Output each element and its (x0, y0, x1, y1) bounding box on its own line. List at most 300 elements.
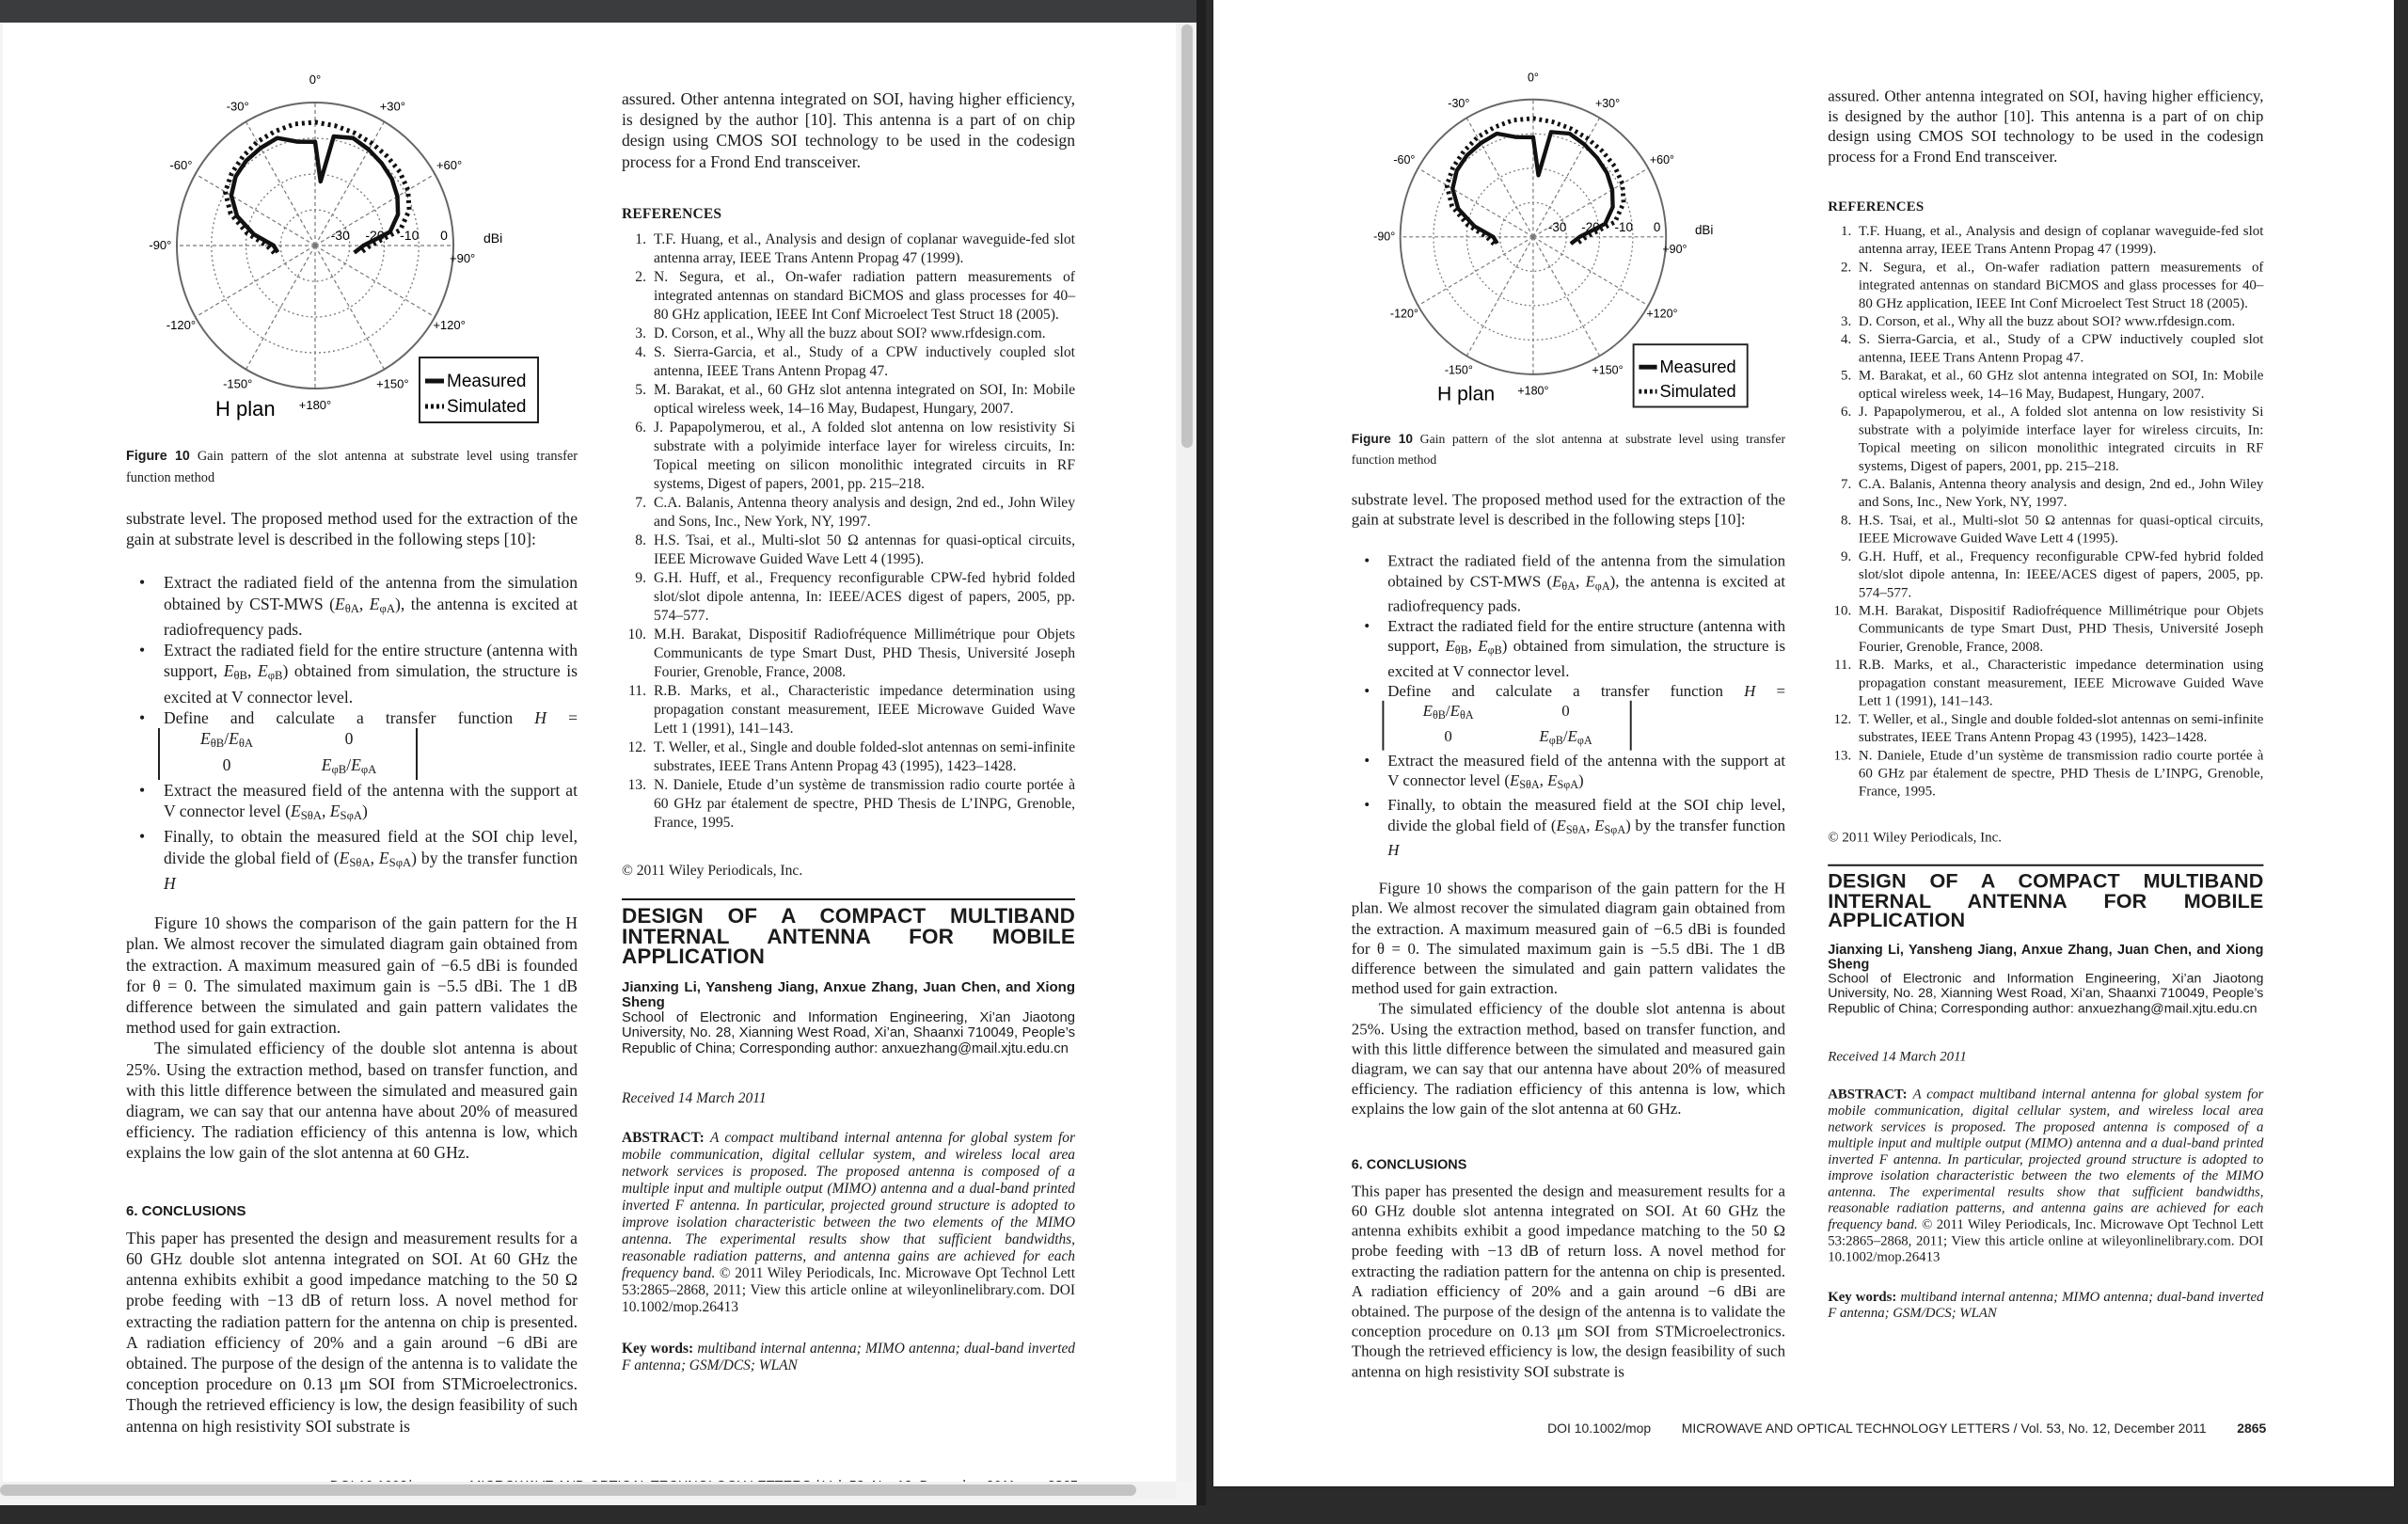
reference-item (622, 325, 1075, 343)
math-symbol (1744, 682, 1755, 700)
matrix-cell (1507, 701, 1624, 725)
text-segment: 0 (344, 729, 354, 749)
reference-item (622, 494, 1075, 532)
math-variable: E (1556, 816, 1566, 834)
text-segment: 0 (1444, 726, 1452, 745)
math-variable: H (534, 707, 547, 727)
math-symbol (370, 595, 395, 613)
vertical-scrollbar[interactable] (1179, 23, 1196, 1482)
article-divider (622, 898, 1075, 900)
math-variable: E (334, 594, 345, 613)
reference-item (1828, 331, 2263, 367)
reference-number: 9. (1840, 548, 1852, 564)
text-segment: Extract the radiated field for the entire structure (antenna with support, (1387, 616, 1786, 656)
reference-item (1828, 476, 2263, 512)
angle-label: -60° (1393, 152, 1416, 167)
grid-spoke (1533, 237, 1648, 306)
reference-number: 3. (1840, 313, 1852, 329)
reference-number: 12. (1833, 711, 1852, 727)
angle-label: -120° (1389, 307, 1418, 321)
abstract-text: A compact multiband internal antenna for global system for mobile communication, digital cellular system, and wireless local area network services is proposed. The proposed antenna is composed of a multiple input and multiple output (MIMO) antenna and a dual-band printed inverted F antenna. In particular, projected ground structure is adopted to improve isolation characteristic between the two elements of the MIMO antenna. The experimental results show that sufficient bandwidths, reasonable radiation patterns, and antenna gains are achieved for each frequency band. (622, 1130, 1075, 1282)
reference-number: 10. (627, 627, 646, 643)
grid-spoke (1418, 237, 1533, 306)
math-symbol (223, 661, 248, 683)
reference-item (1828, 367, 2263, 403)
angle-label: -60° (169, 157, 193, 172)
reference-item (622, 682, 1075, 738)
math-subscript: SθA (1519, 778, 1540, 792)
reference-text: J. Papapolymerou, et al., A folded slot antenna on low resistivity Si substrate with a polyimide interface layer for wireless circuits, In: Topical meeting on silicon monolithic integrated circuits in RF systems, Digest of papers, 2001, pp. 215–218. (654, 420, 1075, 493)
matrix-cell (166, 754, 288, 780)
text-segment: ) obtained from simulation, the structure is excited at V connector level. (1387, 636, 1786, 680)
math-symbol (335, 595, 359, 613)
text-segment: Define and calculate a transfer function (1387, 681, 1745, 700)
abstract (622, 1130, 1075, 1316)
text-segment: ), the antenna is excited at radiofrequency pads. (164, 594, 578, 639)
unit-label: dBi (1694, 222, 1714, 237)
math-symbol (164, 874, 176, 893)
math-subscript: φB (267, 669, 283, 683)
math-symbol (229, 729, 254, 751)
ring-label: 0 (1653, 220, 1661, 235)
math-symbol (1594, 816, 1626, 836)
text-segment: ) obtained from simulation, the structure is excited at V connector level. (164, 661, 578, 706)
reference-number: 5. (1840, 368, 1852, 384)
reference-item (1828, 602, 2263, 657)
reference-text: H.S. Tsai, et al., Multi-slot 50 Ω antennas for quasi-optical circuits, IEEE Microwave Guided Wave Lett 4 (1995). (1858, 512, 2264, 547)
reference-number: 11. (1834, 657, 1852, 674)
math-variable: E (1509, 770, 1520, 790)
math-variable: H (1744, 681, 1756, 700)
math-variable: E (229, 729, 239, 749)
angle-label: +30° (1594, 96, 1621, 110)
reference-text: N. Segura, et al., On-wafer radiation pattern measurements of integrated antennas on standard BiCMOS and glass processes for 40–80 GHz application, IEEE Int Conf Microelect Test Struct 18 (2005). (654, 269, 1075, 324)
text-segment: 0 (222, 754, 231, 774)
math-subscript: φA (379, 601, 395, 615)
text-segment: ) (1578, 770, 1584, 790)
math-variable: E (339, 848, 350, 867)
text-segment: , (322, 802, 330, 821)
angle-label: -120° (166, 318, 197, 333)
angle-label: 0° (309, 71, 322, 87)
figure-discussion-paragraph: Figure 10 shows the comparison of the gain pattern for the H plan. We almost recover the simulated diagram gain obtained from the extraction. A maximum measured gain of −6.5 dBi is founded for θ = 0. The simulated maximum gain is −5.5 dBi. The 1 dB difference between the simulated and gain pattern validates the method used for gain extraction. (1351, 879, 1786, 998)
math-symbol (291, 802, 322, 823)
method-step (126, 640, 578, 707)
conclusions-heading: 6. CONCLUSIONS (1351, 1156, 1467, 1173)
page-content-right (1230, 1, 2360, 1466)
reference-text: S. Sierra-Garcia, et al., Study of a CPW inductively coupled slot antenna, IEEE Trans Antenn Propag 47. (654, 344, 1075, 380)
transfer-function-matrix (1382, 701, 1631, 751)
transfer-function-matrix (158, 728, 418, 780)
method-step (1352, 681, 1785, 751)
right-text-column (1828, 86, 2263, 1322)
text-segment: / (346, 754, 352, 774)
math-subscript: φB (1548, 734, 1563, 747)
method-step (126, 707, 578, 780)
footer-doi: DOI 10.1002/mop (1547, 1421, 1652, 1437)
math-variable: E (291, 802, 301, 821)
reference-number: 8. (1840, 512, 1852, 529)
text-segment: ) by the transfer function (1625, 816, 1786, 834)
grid-spoke (1533, 237, 1600, 357)
math-symbol (1567, 726, 1592, 747)
math-subscript: SθA (349, 855, 371, 869)
reference-text: J. Papapolymerou, et al., A folded slot antenna on low resistivity Si substrate with a polyimide interface layer for wireless circuits, In: Topical meeting on silicon monolithic integrated circuits in RF systems, Digest of papers, 2001, pp. 215–218. (1858, 404, 2264, 474)
math-variable: E (1450, 701, 1460, 721)
copyright-notice: © 2011 Wiley Periodicals, Inc. (622, 863, 803, 880)
article-authors: Jianxing Li, Yansheng Jiang, Anxue Zhang, Juan Chen, and Xiong Sheng (622, 978, 1075, 1010)
math-subscript: SθA (1565, 823, 1587, 836)
reference-number: 7. (635, 495, 646, 512)
ring-label: -10 (400, 228, 420, 243)
math-symbol (199, 729, 225, 751)
text-segment: ) (362, 802, 368, 821)
angle-label: +60° (436, 157, 463, 172)
abstract-text: A compact multiband internal antenna for global system for mobile communication, digital cellular system, and wireless local area network services is proposed. The proposed antenna is composed of a multiple input and multiple output (MIMO) antenna and a dual-band printed inverted F antenna. In particular, projected ground structure is adopted to improve isolation characteristic between the two elements of the MIMO antenna. The experimental results show that sufficient bandwidths, reasonable radiation patterns, and antenna gains are achieved for each frequency band. (1828, 1087, 2264, 1233)
keywords-label: Key words: (622, 1341, 694, 1357)
legend-measured-label: Measured (447, 372, 527, 391)
math-symbol (1547, 770, 1579, 792)
reference-item (622, 626, 1075, 682)
reference-number: 12. (627, 739, 646, 756)
text-segment: Finally, to obtain the measured field at the SOI chip level, divide the global field of ( (1387, 796, 1786, 834)
text-segment: Extract the measured field of the antenna with the support at V connector level ( (164, 780, 578, 821)
reference-text: T.F. Huang, et al., Analysis and design of coplanar waveguide-fed slot antenna array, IEEE Trans Antenn Propag 47 (1999). (1858, 223, 2264, 257)
article-title: DESIGN OF A COMPACT MULTIBAND INTERNAL ANTENNA FOR MOBILE APPLICATION (622, 904, 1075, 969)
reference-text: M. Barakat, et al., 60 GHz slot antenna integrated on SOI, In: Mobile optical wireless week, 14–16 May, Budapest, Hungary, 2007. (654, 382, 1075, 418)
pane-splitter[interactable] (1196, 0, 1206, 1505)
math-variable: E (199, 729, 211, 749)
matrix-cell (288, 728, 410, 754)
reference-number: 8. (635, 532, 646, 549)
angle-label: +180° (1517, 384, 1549, 398)
matrix-cell (1507, 725, 1624, 750)
ring-label: 0 (440, 228, 448, 243)
math-symbol (1387, 841, 1399, 859)
math-subscript: SφA (340, 809, 363, 823)
reference-item (1828, 657, 2263, 711)
reference-item (622, 343, 1075, 381)
reference-item (1828, 710, 2263, 746)
math-variable: E (369, 594, 380, 613)
reference-item (1828, 512, 2263, 548)
angle-label: -150° (1444, 363, 1473, 377)
efficiency-paragraph: The simulated efficiency of the double slot antenna is about 25%. Using the extraction method, based on transfer function, and with this little difference between the simulated and measured gain diagram, we can say that our antenna have about 20% of measured efficiency. The radiation efficiency of this antenna is low, which explains the low gain of the slot antenna at 60 GHz. (1351, 999, 1786, 1119)
math-subscript: φB (331, 762, 347, 776)
math-variable: E (1567, 726, 1577, 745)
plane-label: H plan (215, 397, 276, 421)
reference-item (622, 776, 1075, 833)
reference-number: 6. (1840, 404, 1852, 420)
reference-item (622, 419, 1075, 494)
math-variable: E (1552, 571, 1562, 591)
left-text-column (1352, 489, 1785, 1381)
text-segment: , (247, 661, 258, 681)
math-variable: E (1445, 636, 1455, 656)
gain-pattern-figure (0, 0, 602, 442)
reference-number: 9. (635, 570, 646, 587)
math-symbol (329, 802, 363, 823)
ring-label: -30 (330, 228, 350, 243)
figure-caption (126, 446, 578, 489)
math-subscript: θA (238, 737, 254, 751)
math-symbol (1556, 816, 1587, 836)
method-step (1352, 751, 1785, 796)
figure-legend (420, 357, 538, 422)
grid-spoke (315, 246, 435, 317)
reference-number: 10. (1833, 603, 1852, 619)
math-subscript: θB (233, 669, 248, 683)
article-title: DESIGN OF A COMPACT MULTIBAND INTERNAL ANTENNA FOR MOBILE APPLICATION (1828, 869, 2264, 932)
text-segment: Define and calculate a transfer function (164, 707, 535, 727)
angle-label: +120° (1646, 307, 1678, 321)
math-variable: H (164, 873, 176, 893)
method-step (1352, 551, 1785, 616)
math-subscript: SφA (1557, 778, 1579, 792)
text-segment: Finally, to obtain the measured field at the SOI chip level, divide the global field of ( (164, 827, 578, 867)
abstract (1828, 1087, 2263, 1266)
reference-number: 1. (635, 231, 646, 248)
text-segment: , (1467, 636, 1479, 656)
reference-text: N. Daniele, Etude d’un système de transmission radio courte portée à 60 GHz par étalement de spectre, PHD Thesis de L’INPG, Grenoble, France, 1995. (1858, 747, 2264, 800)
reference-item (1828, 259, 2263, 313)
reference-text: C.A. Balanis, Antenna theory analysis and design, 2nd ed., John Wiley and Sons, Inc., New York, NY, 1997. (654, 495, 1075, 531)
reference-number: 4. (635, 344, 646, 361)
method-steps-list (126, 572, 578, 894)
angle-label: -150° (223, 376, 253, 391)
angle-label: 0° (1527, 71, 1539, 85)
reference-number: 13. (1833, 747, 1852, 764)
math-symbol (351, 755, 376, 774)
math-subscript: θB (1432, 708, 1446, 722)
vertical-scrollbar-thumb[interactable] (1181, 24, 1193, 448)
reference-text: R.B. Marks, et al., Characteristic impedance determination using propagation constant measurement, IEEE Microwave Guided Wave Lett 1 (1991), 141–143. (654, 683, 1075, 738)
math-symbol (1423, 702, 1446, 720)
ring-label: -20 (365, 228, 385, 243)
math-subscript: θA (1459, 708, 1474, 722)
method-steps-list (1352, 551, 1785, 860)
math-subscript: φA (1594, 579, 1610, 593)
article-affiliation: School of Electronic and Information Engineering, Xi’an Jiaotong University, No. 28, Xianning West Road, Xi’an, Shaanxi 710049, People’s Republic of China; Corresponding author: anxuezhang@mail.xjtu.edu.cn (1828, 971, 2264, 1016)
conclusions-paragraph: This paper has presented the design and measurement results for a 60 GHz double slot antenna integrated on SOI. At 60 GHz the antenna exhibits exhibit a good impedance matching to the 50 Ω probe feeding with −13 dB of return loss. A novel method for extracting the radiation pattern for the antenna on chip is presented. A radiation efficiency of 20% and a gain around −6 dBi are obtained. The purpose of the design of the antenna is to validate the conception procedure on 0.13 μm SOI from STMicroelectronics. Though the retrieved efficiency is low, the design feasibility of such antenna on high resistivity SOI substrate is (1351, 1181, 1786, 1381)
received-date: Received 14 March 2011 (1828, 1049, 1967, 1065)
page-footer (1474, 1422, 2266, 1437)
reference-text: N. Segura, et al., On-wafer radiation pattern measurements of integrated antennas on standard BiCMOS and glass processes for 40–80 GHz application, IEEE Int Conf Microelect Test Struct 18 (2005). (1858, 259, 2264, 311)
legend-simulated-label: Simulated (447, 397, 527, 417)
references-heading: REFERENCES (622, 205, 722, 222)
math-symbol (1552, 571, 1576, 593)
reference-item (622, 738, 1075, 776)
horizontal-scrollbar[interactable] (0, 1482, 1176, 1499)
reference-text: M.H. Barakat, Dispositif Radiofréquence Millimétrique pour Objets Communicants de type Smart Dust, PHD Thesis, Université Joseph Fourier, Grenoble, France, 2008. (1858, 603, 2264, 655)
reference-number: 2. (1840, 259, 1852, 276)
keywords-text: multiband internal antenna; MIMO antenna; dual-band inverted F antenna; GSM/DCS; WLAN (622, 1341, 1076, 1374)
figure-caption-text: Gain pattern of the slot antenna at substrate level using transfer function method (126, 449, 578, 485)
angle-label: +180° (298, 398, 332, 413)
angle-label: +120° (433, 318, 466, 333)
article-divider (1828, 865, 2263, 866)
figure-caption (1352, 430, 1785, 471)
figure-caption-label: Figure 10 (1351, 432, 1413, 447)
math-variable: E (378, 848, 389, 867)
math-symbol (257, 661, 283, 683)
math-symbol (1585, 571, 1610, 593)
angle-label: +60° (1649, 152, 1675, 167)
text-segment: Extract the radiated field of the antenna from the simulation obtained by CST-MWS ( (1387, 551, 1786, 591)
text-segment: = (547, 707, 578, 727)
text-segment: / (1445, 701, 1450, 721)
reference-text: S. Sierra-Garcia, et al., Study of a CPW inductively coupled slot antenna, IEEE Trans Antenn Propag 47. (1858, 331, 2264, 366)
keywords-label: Key words: (1828, 1289, 1897, 1306)
continuation-paragraph: assured. Other antenna integrated on SOI, having higher efficiency, is designed by the author [10]. This antenna is a part of on chip design using CMOS SOI technology to be used in the codesign process for a Frond End transceiver. (622, 89, 1075, 171)
abstract-label: ABSTRACT: (622, 1130, 705, 1147)
reference-item (1828, 548, 2263, 602)
abstract-citation: © 2011 Wiley Periodicals, Inc. Microwave Opt Technol Lett 53:2865–2868, 2011; View this article online at wileyonlinelibrary.com. DOI 10.1002/mop.26413 (1828, 1216, 2264, 1265)
left-document-pane (0, 0, 1196, 1505)
reference-number: 6. (635, 420, 646, 437)
math-subscript: φA (1576, 734, 1592, 747)
text-segment: Extract the measured field of the antenna with the support at V connector level ( (1387, 751, 1786, 790)
intro-paragraph: substrate level. The proposed method used for the extraction of the gain at substrate level is described in the following steps [10]: (126, 509, 578, 549)
math-subscript: SφA (388, 855, 412, 869)
references-list (622, 230, 1075, 833)
reference-item (1828, 313, 2263, 331)
article-affiliation: School of Electronic and Information Engineering, Xi’an Jiaotong University, No. 28, Xianning West Road, Xi’an, Shaanxi 710049, People’s Republic of China; Corresponding author: anxuezhang@mail.xjtu.edu.cn (622, 1009, 1075, 1056)
reference-item (622, 532, 1075, 569)
horizontal-scrollbar-thumb[interactable] (0, 1484, 1136, 1496)
figure-discussion-paragraph: Figure 10 shows the comparison of the gain pattern for the H plan. We almost recover the simulated diagram gain obtained from the extraction. A maximum measured gain of −6.5 dBi is founded for θ = 0. The simulated maximum gain is −5.5 dBi. The 1 dB difference between the simulated and gain pattern validates the method used for gain extraction. (126, 913, 578, 1038)
math-symbol (340, 849, 371, 867)
legend-simulated-label: Simulated (1659, 380, 1736, 401)
math-variable: E (321, 754, 332, 774)
text-segment: , (1576, 571, 1586, 591)
angle-label: +150° (1592, 363, 1624, 377)
left-text-column (126, 508, 578, 1437)
reference-text: G.H. Huff, et al., Frequency reconfigurable CPW-fed hybrid folded slot/slot dipole antenna, In: IEEE/ACES digest of papers, 2005, pp. 574–577. (1858, 548, 2264, 601)
reference-text: D. Corson, et al., Why all the buzz about SOI? www.rfdesign.com. (654, 325, 1046, 342)
method-step (126, 826, 578, 894)
math-symbol (1450, 702, 1474, 720)
abstract-label: ABSTRACT: (1828, 1087, 1908, 1103)
math-variable: E (329, 802, 341, 821)
math-subscript: φA (360, 762, 377, 776)
reference-text: M.H. Barakat, Dispositif Radiofréquence Millimétrique pour Objets Communicants de type Smart Dust, PHD Thesis, Université Joseph Fourier, Grenoble, France, 2008. (654, 627, 1075, 681)
text-segment: ) by the transfer function (411, 848, 578, 867)
right-text-column (622, 88, 1075, 1374)
text-segment: , (1586, 816, 1595, 834)
math-variable: E (1594, 816, 1605, 834)
math-subscript: SφA (1604, 823, 1626, 836)
reference-item (1828, 747, 2263, 802)
matrix-cell (166, 728, 288, 754)
math-variable: E (1547, 770, 1558, 790)
angle-label: -90° (149, 238, 172, 252)
ring-label: -30 (1547, 220, 1567, 235)
continuation-paragraph: assured. Other antenna integrated on SOI, having higher efficiency, is designed by the author [10]. This antenna is a part of on chip design using CMOS SOI technology to be used in the codesign process for a Frond End transceiver. (1828, 87, 2264, 166)
conclusions-paragraph: This paper has presented the design and measurement results for a 60 GHz double slot antenna integrated on SOI. At 60 GHz the antenna exhibits exhibit a good impedance matching to the 50 Ω probe feeding with −13 dB of return loss. A novel method for extracting the radiation pattern for the antenna on chip is presented. A radiation efficiency of 20% and a gain around −6 dBi are obtained. The purpose of the design of the antenna is to validate the conception procedure on 0.13 μm SOI from STMicroelectronics. Though the retrieved efficiency is low, the design feasibility of such antenna on high resistivity SOI substrate is (126, 1228, 578, 1436)
matrix-cell (288, 754, 410, 780)
reference-item (622, 569, 1075, 626)
reference-text: C.A. Balanis, Antenna theory analysis and design, 2nd ed., John Wiley and Sons, Inc., New York, NY, 1997. (1858, 476, 2264, 511)
reference-text: R.B. Marks, et al., Characteristic impedance determination using propagation constant measurement, IEEE Microwave Guided Wave Lett 1 (1991), 141–143. (1858, 657, 2264, 709)
text-segment: / (1562, 726, 1568, 745)
angle-label: +90° (1662, 243, 1687, 257)
reference-text: D. Corson, et al., Why all the buzz about SOI? www.rfdesign.com. (1858, 313, 2236, 329)
reference-number: 4. (1840, 331, 1852, 348)
reference-item (622, 381, 1075, 419)
math-variable: E (1422, 701, 1433, 721)
angle-label: +30° (379, 99, 405, 114)
grid-spoke (196, 246, 315, 317)
math-subscript: θB (210, 737, 225, 751)
reference-text: T. Weller, et al., Single and double folded-slot antennas on semi-infinite substrates, IEEE Trans Antenn Propag 43 (1995), 1423–1428. (1858, 711, 2264, 745)
conclusions-heading: 6. CONCLUSIONS (126, 1202, 246, 1219)
page-content (0, 0, 1176, 1524)
text-segment: , (1539, 770, 1548, 790)
left-page-viewport (0, 0, 1176, 1482)
reference-number: 1. (1840, 223, 1852, 239)
angle-label: -30° (1448, 96, 1470, 110)
reference-text: G.H. Huff, et al., Frequency reconfigurable CPW-fed hybrid folded slot/slot dipole antenna, In: IEEE/ACES digest of papers, 2005, pp. 574–577. (654, 570, 1075, 625)
math-subscript: θA (344, 601, 359, 615)
ring-label: -10 (1614, 220, 1633, 235)
text-segment: , (358, 594, 370, 613)
math-subscript: θA (1561, 579, 1576, 593)
reference-number: 2. (635, 269, 646, 286)
received-date: Received 14 March 2011 (622, 1090, 767, 1107)
plane-label: H plan (1437, 383, 1496, 405)
reference-item (1828, 222, 2263, 258)
method-step (126, 780, 578, 827)
figure-legend (1634, 344, 1748, 406)
matrix-cell (1389, 701, 1507, 725)
math-subscript: θB (1454, 643, 1468, 658)
text-segment: 0 (1561, 701, 1570, 721)
gain-pattern-figure (1230, 1, 1809, 426)
math-variable: E (1539, 726, 1549, 745)
math-symbol (534, 708, 547, 727)
references-heading: REFERENCES (1828, 198, 1925, 214)
intro-paragraph: substrate level. The proposed method used for the extraction of the gain at substrate level is described in the following steps [10]: (1351, 489, 1786, 529)
reference-number: 3. (635, 325, 646, 342)
footer-page-number: 2865 (2237, 1421, 2267, 1437)
keywords (1828, 1290, 2263, 1323)
ring-label: -20 (1581, 220, 1600, 235)
math-variable: E (351, 754, 361, 774)
references-list (1828, 222, 2263, 801)
math-symbol (1445, 636, 1468, 658)
math-symbol (1539, 726, 1563, 747)
math-variable: E (223, 661, 234, 681)
angle-label: -90° (1373, 230, 1396, 244)
math-subscript: φB (1487, 643, 1502, 658)
reference-number: 13. (627, 777, 646, 794)
angle-label: +150° (376, 376, 409, 391)
text-segment: , (370, 848, 379, 867)
angle-label: -30° (226, 99, 249, 114)
math-variable: H (1387, 840, 1400, 859)
keywords-text: multiband internal antenna; MIMO antenna; dual-band inverted F antenna; GSM/DCS; WLAN (1828, 1289, 2264, 1322)
reference-text: H.S. Tsai, et al., Multi-slot 50 Ω antennas for quasi-optical circuits, IEEE Microwave Guided Wave Lett 4 (1995). (654, 532, 1075, 568)
legend-measured-label: Measured (1659, 356, 1736, 376)
footer-journal: MICROWAVE AND OPTICAL TECHNOLOGY LETTERS / Vol. 53, No. 12, December 2011 (1681, 1421, 2207, 1437)
math-variable: E (1585, 571, 1595, 591)
math-symbol (322, 755, 347, 774)
figure-caption-text: Gain pattern of the slot antenna at substrate level using transfer function method (1351, 432, 1786, 468)
copyright-notice: © 2011 Wiley Periodicals, Inc. (1828, 830, 2002, 846)
keywords (622, 1341, 1075, 1374)
text-segment: Extract the radiated field for the entire structure (antenna with support, (164, 641, 578, 681)
